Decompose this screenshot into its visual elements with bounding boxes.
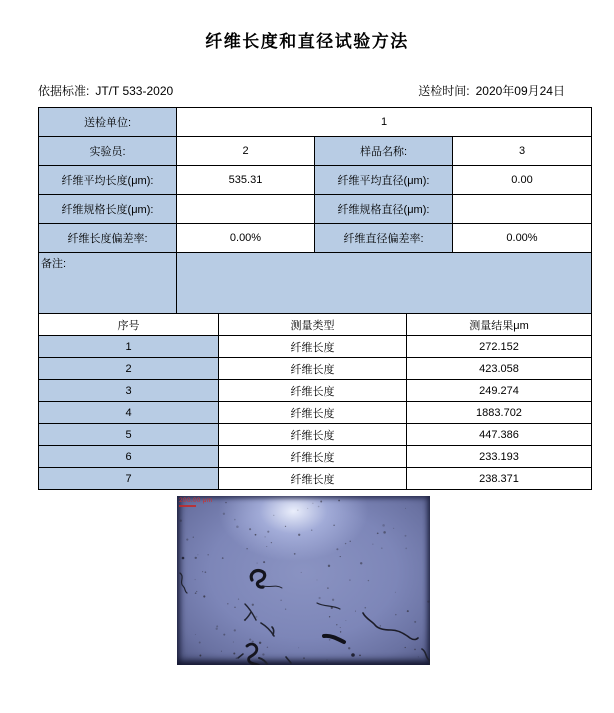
submit-time-label: 送检时间: (418, 84, 470, 98)
submit-time-value: 2020年09月24日 (475, 84, 565, 98)
table-row (39, 468, 592, 490)
fiber-cluster-tail (263, 586, 282, 588)
header-type: 测量类型 (219, 314, 407, 336)
fiber-artwork (177, 496, 430, 665)
measurement-table (38, 313, 592, 490)
info-label-cell: 样品名称: (315, 137, 453, 166)
table-row (39, 424, 592, 446)
fiber-thick-dash (324, 636, 344, 642)
scale-label: 200.00 μm (179, 497, 213, 504)
info-row (39, 195, 592, 224)
fiber-bottom-tail (259, 658, 267, 664)
row-number-cell: 4 (39, 402, 219, 424)
fiber-bottom-left (238, 654, 243, 658)
row-number-cell: 3 (39, 380, 219, 402)
measure-type-cell: 纤维长度 (219, 402, 407, 424)
remark-value-cell (177, 253, 592, 314)
table-row (39, 446, 592, 468)
header-result: 测量结果μm (407, 314, 592, 336)
row-number-cell: 2 (39, 358, 219, 380)
info-value-cell: 2 (177, 137, 315, 166)
info-label-cell: 纤维平均直径(μm): (315, 166, 453, 195)
fiber-lambda (245, 604, 256, 620)
standard-pair (38, 84, 173, 98)
info-row (39, 166, 592, 195)
submit-time-pair (418, 84, 565, 98)
measure-result-cell: 447.386 (407, 424, 592, 446)
info-label-cell: 纤维平均长度(μm): (39, 166, 177, 195)
info-value-cell: 3 (453, 137, 592, 166)
table-row (39, 402, 592, 424)
microscope-image (177, 496, 430, 665)
unit-value-cell: 1 (177, 108, 592, 137)
fiber-hook (261, 623, 274, 636)
info-value-cell: 0.00 (453, 166, 592, 195)
fiber-curve-left (180, 573, 187, 593)
fiber-small-bottom (286, 657, 291, 663)
fiber-corner (422, 649, 430, 665)
measure-result-cell: 249.274 (407, 380, 592, 402)
measure-type-cell: 纤维长度 (219, 424, 407, 446)
info-label-cell: 纤维长度偏差率: (39, 224, 177, 253)
measure-type-cell: 纤维长度 (219, 446, 407, 468)
row-number-cell: 6 (39, 446, 219, 468)
table-row (39, 380, 592, 402)
info-row (39, 137, 592, 166)
info-label-cell: 纤维直径偏差率: (315, 224, 453, 253)
measure-type-cell: 纤维长度 (219, 336, 407, 358)
info-row (39, 224, 592, 253)
fiber-mid-curve (317, 603, 340, 609)
standard-value: JT/T 533-2020 (95, 84, 174, 98)
speck-dot (182, 557, 185, 560)
meta-row (38, 84, 565, 98)
info-value-cell (453, 195, 592, 224)
table-row (39, 336, 592, 358)
measure-result-cell: 423.058 (407, 358, 592, 380)
standard-label: 依据标准: (38, 84, 90, 98)
info-value-cell: 0.00% (177, 224, 315, 253)
info-label-cell: 纤维规格直径(μm): (315, 195, 453, 224)
info-table (38, 107, 592, 314)
info-value-cell: 0.00% (453, 224, 592, 253)
row-number-cell: 1 (39, 336, 219, 358)
measurement-header-row (39, 314, 592, 336)
row-number-cell: 7 (39, 468, 219, 490)
measure-result-cell: 233.193 (407, 446, 592, 468)
table-row (39, 358, 592, 380)
scale-bar (179, 505, 196, 507)
measure-result-cell: 238.371 (407, 468, 592, 490)
info-label-cell: 纤维规格长度(μm): (39, 195, 177, 224)
fiber-long-s-curve (363, 613, 418, 640)
fiber-cluster-bottom (247, 644, 260, 665)
fiber-cluster-center (251, 571, 264, 588)
speck-dot (351, 653, 355, 657)
measure-result-cell: 1883.702 (407, 402, 592, 424)
measure-type-cell: 纤维长度 (219, 380, 407, 402)
measure-type-cell: 纤维长度 (219, 468, 407, 490)
info-value-cell: 535.31 (177, 166, 315, 195)
info-row-remark (39, 253, 592, 314)
info-value-cell (177, 195, 315, 224)
measure-type-cell: 纤维长度 (219, 358, 407, 380)
unit-label-cell: 送检单位: (39, 108, 177, 137)
remark-label-cell: 备注: (39, 253, 177, 314)
page-title: 纤维长度和直径试验方法 (205, 32, 409, 51)
header-no: 序号 (39, 314, 219, 336)
info-row-unit (39, 108, 592, 137)
info-label-cell: 实验员: (39, 137, 177, 166)
row-number-cell: 5 (39, 424, 219, 446)
measure-result-cell: 272.152 (407, 336, 592, 358)
